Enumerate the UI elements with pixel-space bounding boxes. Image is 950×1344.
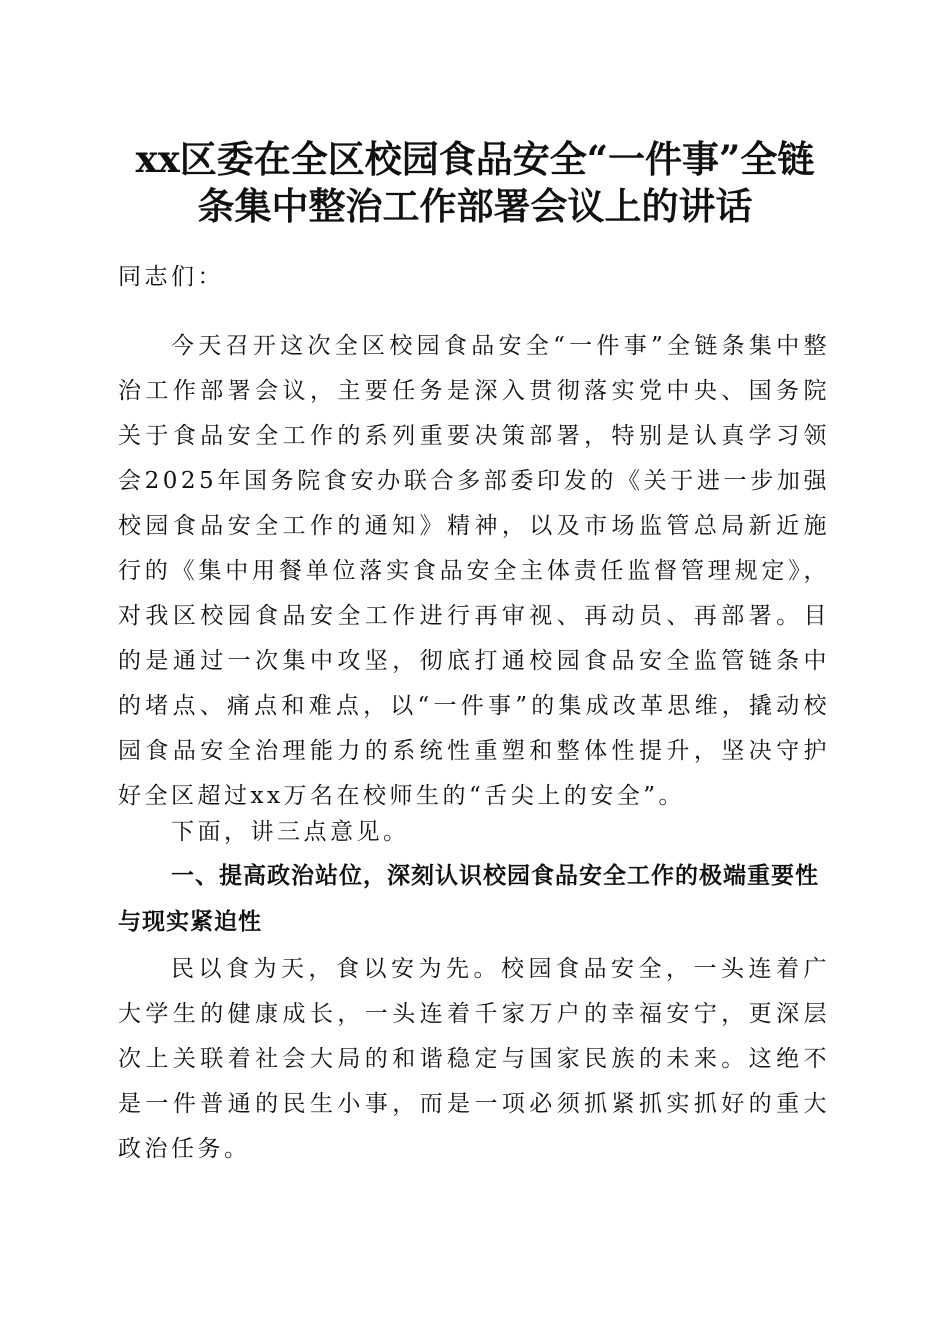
paragraph-opening: 今天召开这次全区校园食品安全“一件事”全链条集中整治工作部署会议，主要任务是深入贯彻落实党中央、国务院关于食品安全工作的系列重要决策部署，特别是认真学习领会2025年国务院食安办联合多部委印发的《关于进一步加强校园食品安全工作的通知》精神，以及市场监管总局新近施行的《集中用餐单位落实食品安全主体责任监督管理规定》，对我区校园食品安全工作进行再审视、再动员、再部署。目的是通过一次集中攻坚，彻底打通校园食品安全监管链条中的堵点、痛点和难点，以“一件事”的集成改革思维，撬动校园食品安全治理能力的系统性重塑和整体性提升，坚决守护好全区超过xx万名在校师生的“舌尖上的安全”。 [118,333,830,809]
title-line-2: 条集中整治工作部署会议上的讲话 [197,184,753,228]
document-title [100,136,850,230]
paragraph-transition: 下面，讲三点意见。 [171,819,410,845]
section-heading-1: 一、提高政治站位，深刻认识校园食品安全工作的极端重要性与现实紧迫性 [118,863,819,935]
salutation: 同志们： [118,264,224,290]
paragraph-section-1: 民以食为天，食以安为先。校园食品安全，一头连着广大学生的健康成长，一头连着千家万户的幸福安宁，更深层次上关联着社会大局的和谐稳定与国家民族的未来。这绝不是一件普通的民生小事，而是一项必须抓紧抓实抓好的重大政治任务。 [118,956,830,1162]
title-line-1: xx区委在全区校园食品安全“一件事”全链 [135,137,815,181]
